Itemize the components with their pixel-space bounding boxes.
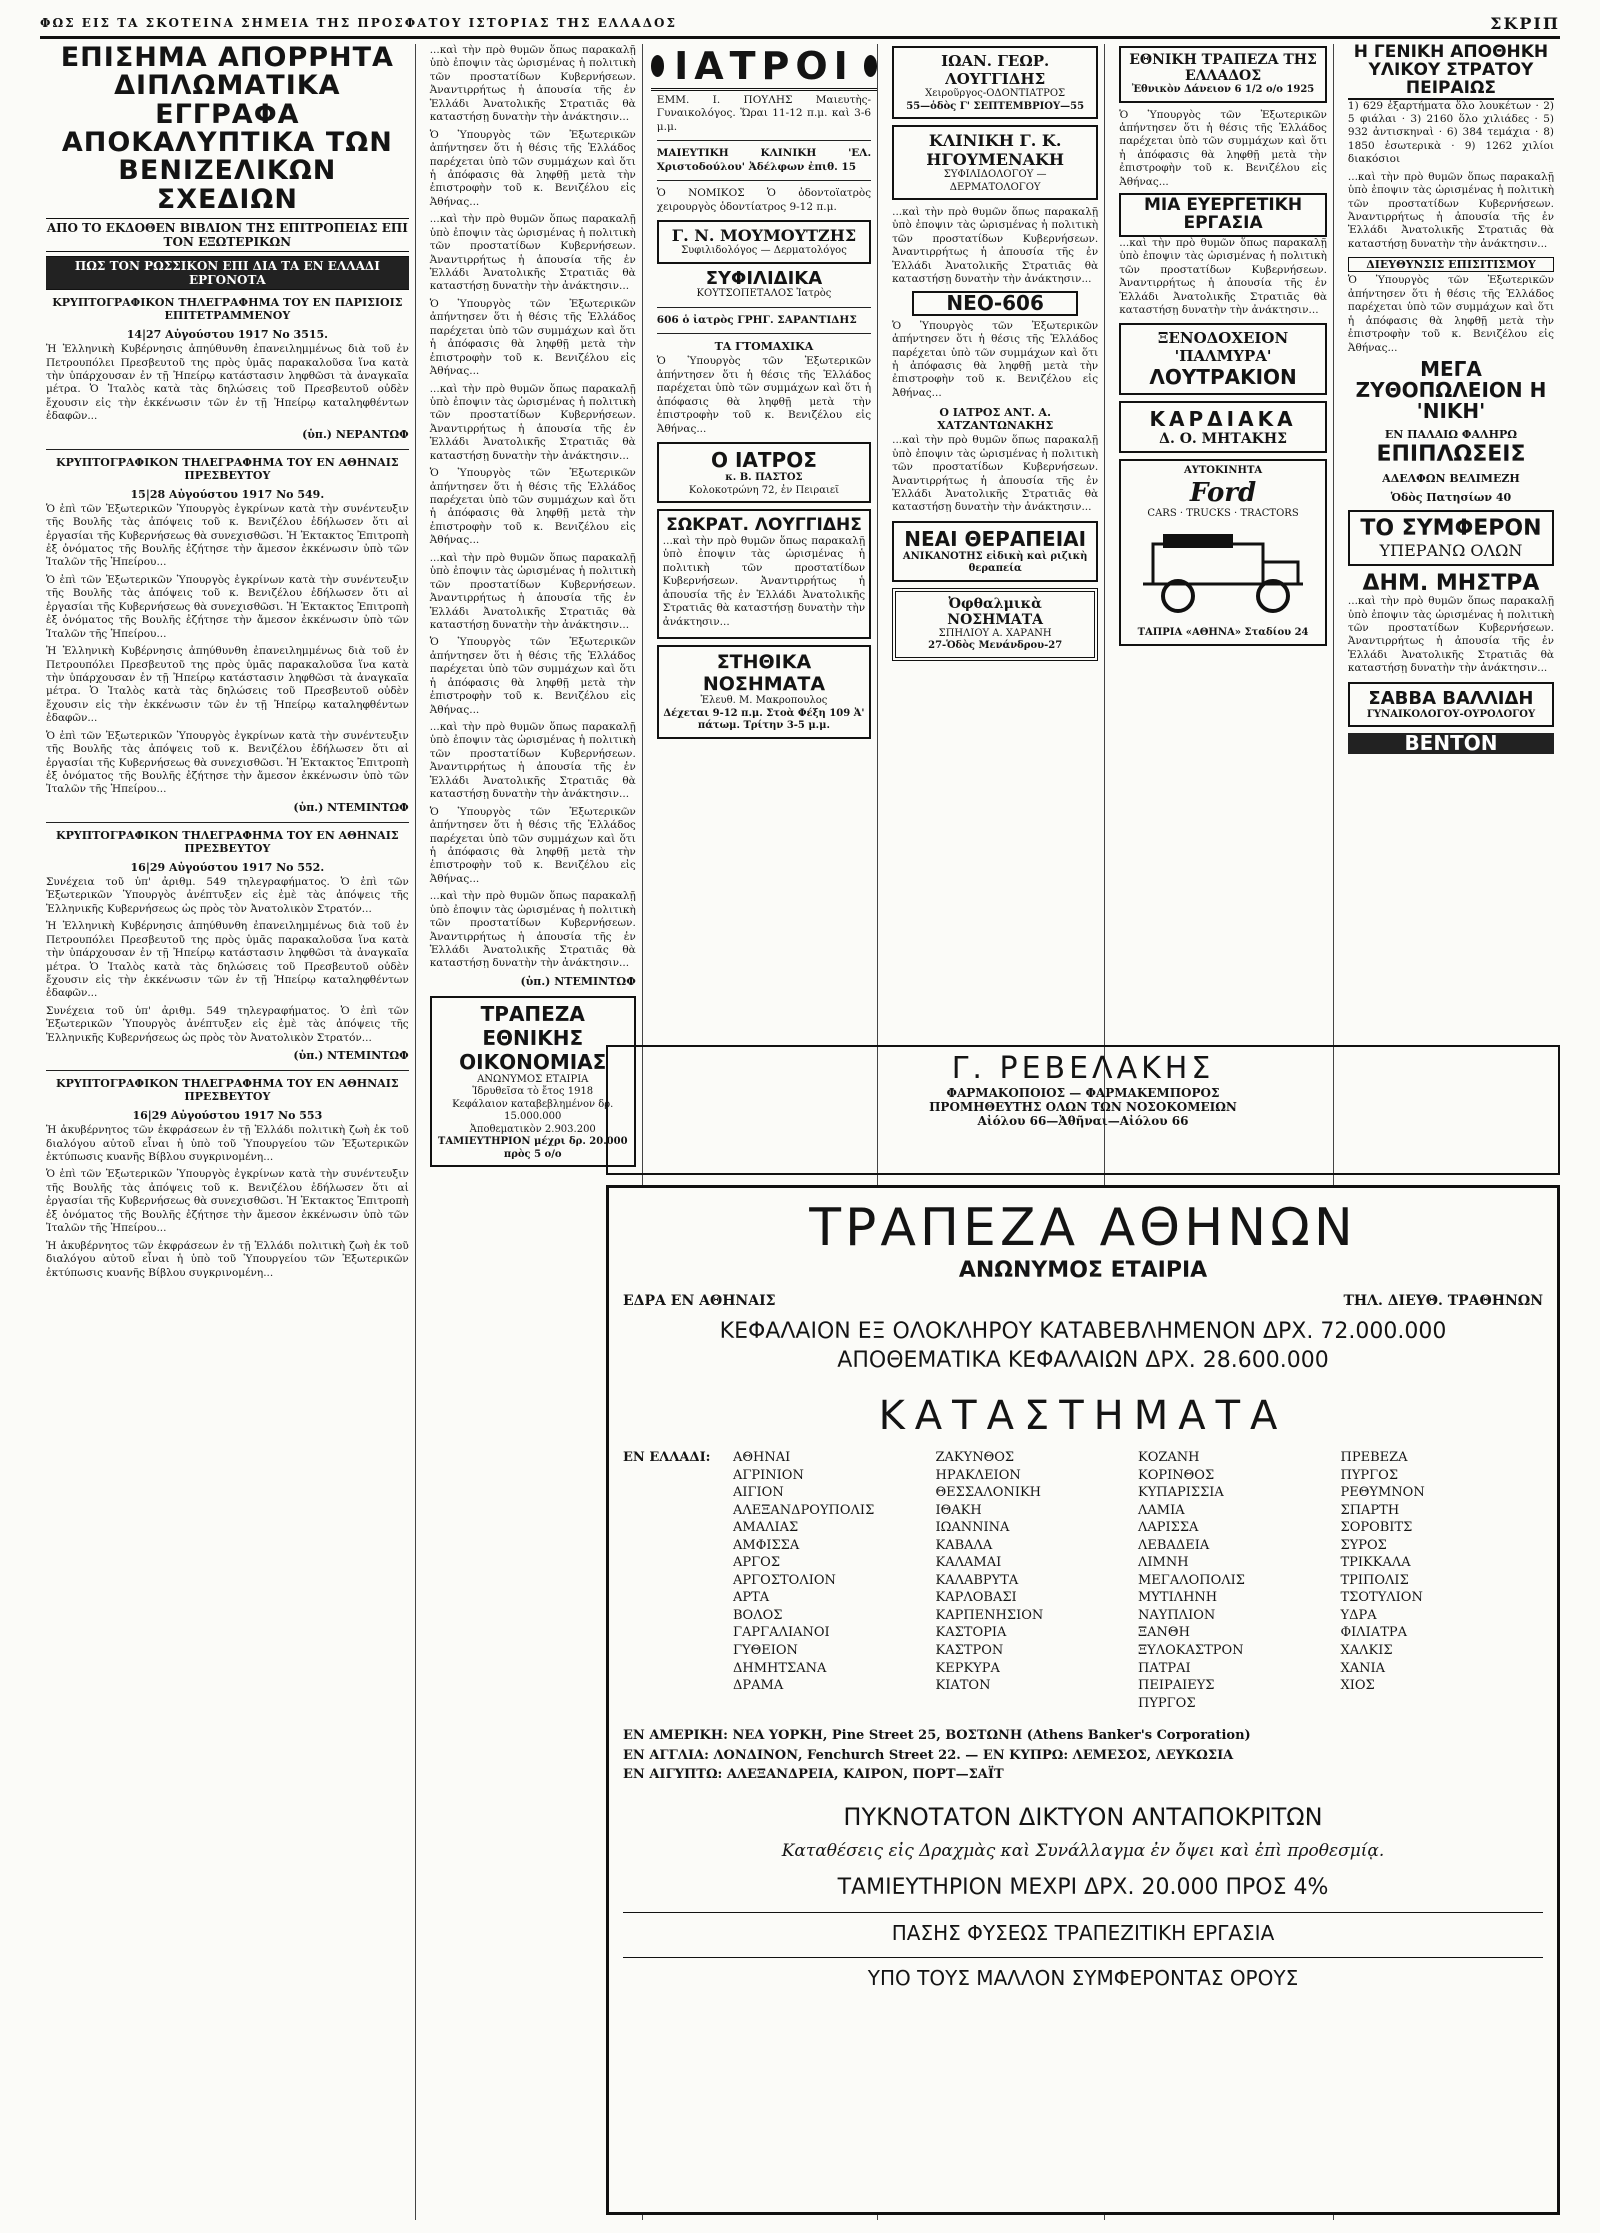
bank-seat: ΕΔΡΑ ΕΝ ΑΘΗΝΑΙΣ [623,1293,776,1309]
branch-item: ΚΟΡΙΝΘΟΣ [1138,1467,1215,1483]
branch-item: ΚΑΡΛΟΒΑΣΙ [935,1590,1017,1606]
article-body: Ὁ Ὑπουργὸς τῶν Ἐξωτερικῶν ἀπήντησεν ὅτι ἡ θέσις τῆς Ἑλλάδος παρέχεται ὑπὸ τῶν συμμάχων καὶ ὅτι ἡ ἀπόφασις θὰ ληφθῇ μετὰ τὴν ἐπιστροφὴν τοῦ κ. Βενιζέλου εἰς Ἀθήνας... [429,467,636,547]
masthead-tagline: ΦΩΣ ΕΙΣ ΤΑ ΣΚΟΤΕΙΝΑ ΣΗΜΕΙΑ ΤΗΣ ΠΡΟΣΦΑΤΟΥ ΙΣΤΟΡΙΑΣ ΤΗΣ ΕΛΛΑΔΟΣ [40,16,677,30]
section-title: ΚΡΥΠΤΟΓΡΑΦΙΚΟΝ ΤΗΛΕΓΡΑΦΗΜΑ ΤΟΥ ΕΝ ΑΘΗΝΑΙΣ ΠΡΕΣΒΕΥΤΟΥ [56,455,399,482]
ad-lougidis-dentist [892,46,1098,119]
ad-list: 1) 629 ἐξαρτήματα ὅλο λουκέτων · 2) 5 φιάλαι · 3) 2160 ὅλο χιλιάδες · 5) 932 ἀντισκηναὶ · 6) 384 τεμάχια · 8) 1850 ἐσωτερικὰ · 9) 1262 χιλίοι διακόσιοι [1347,99,1554,166]
headline-2: ΑΠΟΚΑΛΥΠΤΙΚΑ ΤΩΝ ΒΕΝΙΖΕΛΙΚΩΝ ΣΧΕΔΙΩΝ [61,127,393,215]
section-date: 14|27 Αὐγούστου 1917 Νο 3515. [126,328,328,342]
ad-igoumenakis [892,125,1098,200]
doctors-title: ΙΑΤΡΟΙ [674,44,854,88]
branch-item: ΚΥΠΑΡΙΣΣΙΑ [1138,1485,1224,1501]
section-date: 15|28 Αὐγούστου 1917 Νο 549. [130,487,325,501]
newspaper-page [40,10,1560,2220]
article-body: Ὁ Ὑπουργὸς τῶν Ἐξωτερικῶν ἀπήντησεν ὅτι ἡ θέσις τῆς Ἑλλάδος παρέχεται ὑπὸ τῶν συμμάχων καὶ ὅτι ἡ ἀπόφασις θὰ ληφθῇ μετὰ τὴν ἐπιστροφὴν τοῦ κ. Βενιζέλου εἰς Ἀθήνας... [429,636,636,716]
kicker: ΠΩΣ ΤΟΝ ΡΩΣΣΙΚΟΝ ΕΠΙ ΔΙΑ ΤΑ ΕΝ ΕΛΛΑΔΙ ΕΡΓΟΝΟΤΑ [46,256,409,290]
branch-item: ΚΟΖΑΝΗ [1138,1450,1200,1465]
branch-item: ΚΕΡΚΥΡΑ [935,1660,1000,1676]
branch-item: ΛΕΒΑΔΕΙΑ [1138,1537,1210,1553]
ad-subtitle: κ. Β. ΠΑΣΤΟΣ [725,472,803,484]
bank-abroad [623,1726,1543,1785]
branch-item: ΛΑΡΙΣΣΑ [1138,1520,1199,1536]
section-title: ΚΡΥΠΤΟΓΡΑΦΙΚΟΝ ΤΗΛΕΓΡΑΦΗΜΑ ΤΟΥ ΕΝ ΑΘΗΝΑΙΣ ΠΡΕΣΒΕΥΤΟΥ [56,1077,399,1104]
branch-item: ΦΙΛΙΑΤΡΑ [1340,1625,1408,1641]
abroad-line: ΕΝ ΑΓΓΛΙΑ: ΛΟΝΔΙΝΟΝ, Fenchurch Street 22. — ΕΝ ΚΥΠΡΩ: ΛΕΜΕΣΟΣ, ΛΕΥΚΩΣΙΑ [623,1747,1234,1763]
divider [657,307,871,308]
ad-title: ΣΤΗΘΙΚΑ ΝΟΣΗΜΑΤΑ [702,651,826,696]
ad-founded: Ἱδρυθεῖσα τὸ ἔτος 1918 [472,1086,594,1098]
divider [46,449,409,450]
article-body: Ὁ Ὑπουργὸς τῶν Ἐξωτερικῶν ἀπήντησεν ὅτι ἡ θέσις τῆς Ἑλλάδος παρέχεται ὑπὸ τῶν συμμάχων καὶ ὅτι ἡ ἀπόφασις θὰ ληφθῇ μετὰ τὴν ἐπιστροφὴν τοῦ κ. Βενιζέλου εἰς Ἀθήνας... [656,355,872,435]
ad-cardiac [1119,401,1327,453]
article-body: Ὁ ἐπὶ τῶν Ἐξωτερικῶν Ὑπουργὸς ἐγκρίνων κατὰ τὴν συνέντευξιν τῆς Βουλῆς τὰς ἀπόψεις τοῦ κ. Βενιζέλου ἐδήλωσεν ὅτι αἱ ἐργασίαι τῆς Κυβερνήσεως θὰ συνεχισθῶσι. Ἡ Ἐκτακτος Ἐπιτροπὴ ἐξ ὀνόματος τῆς Βουλῆς ἐζήτησε τὴν ἄμεσον ἐκκένωσιν ὑπὸ τῶν Ἰταλῶν τῆς Ἠπείρου... [46,502,409,569]
article-body: ...καὶ τὴν πρὸ θυμῶν ὅπως παρακαλῇ ὑπὸ ἐποψιν τὰς ὡρισμένας ἡ πολιτικὴ τῶν προστατίδων Κυβερνήσεων. Ἀναντιρρήτως ἡ ἀπουσία τῆς ἐν Ἑλλάδι Ἀνατολικῆς Στρατιᾶς θὰ καταστήσῃ δυνατὴν τὴν ἀνάκτησιν... [429,213,636,293]
ad-title: Η ΓΕΝΙΚΗ ΑΠΟΘΗΚΗ ΥΛΙΚΟΥ ΣΤΡΑΤΟΥ ΠΕΙΡΑΙΩΣ [1348,44,1554,100]
ad-bank-of-athens [606,1185,1560,2215]
ad-subtitle: ΓΥΝΑΙΚΟΛΟΓΟΥ-ΟΥΡΟΛΟΓΟΥ [1366,708,1536,720]
bank-deposits: Καταθέσεις εἰς Δραχμὰς καὶ Συνάλλαγμα ἐν ὄψει καὶ ἐπὶ προθεσμίᾳ. [781,1840,1385,1861]
article-body: ...καὶ τὴν πρὸ θυμῶν ὅπως παρακαλῇ ὑπὸ ἐποψιν τὰς ὡρισμένας ἡ πολιτικὴ τῶν προστατίδων Κυβερνήσεων. Ἀναντιρρήτως ἡ ἀπουσία τῆς ἐν Ἑλλάδι Ἀνατολικῆς Στρατιᾶς θὰ καταστήσῃ δυνατὴν τὴν ἀνάκτησιν... [429,551,636,631]
branch-item: ΚΑΣΤΟΡΙΑ [935,1625,1007,1641]
branches-column [936,1449,1139,1712]
branches-column [733,1449,936,1712]
branch-item: ΑΜΑΛΙΑΣ [733,1520,799,1536]
branch-item: ΠΥΡΓΟΣ [1340,1467,1399,1483]
ad-subtitle: Δ. Ο. ΜΗΤΑΚΗΣ [1159,431,1287,448]
ad-line: Αἰόλου 66—Ἀθῆναι—Αἰόλου 66 [977,1114,1189,1128]
branch-item: ΚΑΡΠΕΝΗΣΙΟΝ [935,1607,1044,1623]
bank-terms: ΥΠΟ ΤΟΥΣ ΜΑΛΛΟΝ ΣΥΜΦΕΡΟΝΤΑΣ ΟΡΟΥΣ [623,1957,1543,1990]
branch-item: ΚΑΛΑΒΡΥΤΑ [935,1572,1019,1588]
article-body: Ἡ ἀκυβέρνητος τῶν ἐκφράσεων ἐν τῇ Ἑλλάδι πολιτικὴ ζωὴ ἐκ τοῦ διαλόγου αὐτοῦ εἶναι ἡ ὑπὸ τοῦ Ὑπουργείου τῶν Ἐξωτερικῶν ἐκτύπωσις κυανῆς Βίβλου συγκρινομένη... [46,1124,409,1163]
branch-item: ΓΑΡΓΑΛΙΑΝΟΙ [733,1625,830,1641]
branch-item: ΠΑΤΡΑΙ [1138,1660,1191,1676]
ad-lougidis [657,509,871,639]
article-body: ...καὶ τὴν πρὸ θυμῶν ὅπως παρακαλῇ ὑπὸ ἐποψιν τὰς ὡρισμένας ἡ πολιτικὴ τῶν προστατίδων Κυβερνήσεων. Ἀναντιρρήτως ἡ ἀπουσία τῆς ἐν Ἑλλάδι Ἀνατολικῆς Στρατιᾶς θὰ καταστήσῃ δυνατὴν τὴν ἀνάκτησιν... [1119,236,1327,316]
ad-moumoutzis [657,220,871,264]
article-body: Ὁ Ὑπουργὸς τῶν Ἐξωτερικῶν ἀπήντησεν ὅτι ἡ θέσις τῆς Ἑλλάδος παρέχεται ὑπὸ τῶν συμμάχων καὶ ὅτι ἡ ἀπόφασις θὰ ληφθῇ μετὰ τὴν ἐπιστροφὴν τοῦ κ. Βενιζέλου εἰς Ἀθήνας... [1119,108,1327,188]
article-body: Ὁ ἐπὶ τῶν Ἐξωτερικῶν Ὑπουργὸς ἐγκρίνων κατὰ τὴν συνέντευξιν τῆς Βουλῆς τὰς ἀπόψεις τοῦ κ. Βενιζέλου ἐδήλωσεν ὅτι αἱ ἐργασίαι τῆς Κυβερνήσεως θὰ συνεχισθῶσι. Ἡ Ἐκτακτος Ἐπιτροπὴ ἐξ ὀνόματος τῆς Βουλῆς ἐζήτησε τὴν ἄμεσον ἐκκένωσιν ὑπὸ τῶν Ἰταλῶν τῆς Ἠπείρου... [46,1168,409,1235]
ad-title: ΣΥΦΙΛΙΔΙΚΑ [705,267,823,289]
article-body: ...καὶ τὴν πρὸ θυμῶν ὅπως παρακαλῇ ὑπὸ ἐποψιν τὰς ὡρισμένας ἡ πολιτικὴ τῶν προστατίδων Κυβερνήσεων. Ἀναντιρρήτως ἡ ἀπουσία τῆς ἐν Ἑλλάδι Ἀνατολικῆς Στρατιᾶς θὰ καταστήσῃ δυνατὴν τὴν ἀνάκτησιν... [1347,595,1554,675]
ad-title: ΕΘΝΙΚΗ ΤΡΑΠΕΖΑ ΤΗΣ ΕΛΛΑΔΟΣ [1129,52,1317,84]
ad-title: ΜΕΓΑ ΖΥΘΟΠΩΛΕΙΟΝ Η 'ΝΙΚΗ' [1355,356,1547,423]
article-body: ...καὶ τὴν πρὸ θυμῶν ὅπως παρακαλῇ ὑπὸ ἐποψιν τὰς ὡρισμένας ἡ πολιτικὴ τῶν προστατίδων Κυβερνήσεων. Ἀναντιρρήτως ἡ ἀπουσία τῆς ἐν Ἑλλάδι Ἀνατολικῆς Στρατιᾶς θὰ καταστήσῃ δυνατὴν τὴν ἀνάκτησιν... [1347,170,1554,250]
ad-capital: Κεφάλαιον καταβεβλημένον δρ. 15.000.000 [452,1098,614,1123]
article-body: Ἡ Ἑλληνικὴ Κυβέρνησις ἀπηύθυνθη ἐπανειλημμένως διὰ τοῦ ἐν Πετρουπόλει Πρεσβευτοῦ της πρὸς ὑμᾶς παρακαλοῦσα ἵνα κατὰ τὴν ὑπάρχουσαν ἐν τῇ Ἠπείρῳ κατάστασιν ληφθῶσι τὰ ἀναγκαῖα μέτρα. Ὁ Ἰταλὸς κατὰ τὰς δηλώσεις τοῦ Πρεσβευτοῦ οὐδὲν ἔχουσιν εἰς τὴν ἐκκένωσιν τῶν ἐν τῇ Ἠπείρῳ καταληφθέντων ἐδαφῶν... [46,343,409,423]
section-date: 16|29 Αὐγούστου 1917 Νο 553 [132,1109,323,1123]
abroad-line: ΕΝ ΑΜΕΡΙΚΗ: ΝΕΑ ΥΟΡΚΗ, Pine Street 25, ΒΟΣΤΩΝΗ (Athens Banker's Corporation) [623,1728,1251,1744]
branch-item: ΧΑΝΙΑ [1340,1660,1386,1676]
ad-hours: Δέχεται 9-12 π.μ. Στοὰ Φέξη 109 Ἀ' πάτωμ. Τρίτην 3-5 μ.μ. [663,707,865,732]
ad-subtitle: ΣΥΦΙΛΙΔΟΛΟΓΟΥ — ΔΕΡΜΑΤΟΛΟΓΟΥ [943,169,1047,193]
article-body: ...καὶ τὴν πρὸ θυμῶν ὅπως παρακαλῇ ὑπὸ ἐποψιν τὰς ὡρισμένας ἡ πολιτικὴ τῶν προστατίδων Κυβερνήσεων. Ἀναντιρρήτως ἡ ἀπουσία τῆς ἐν Ἑλλάδι Ἀνατολικῆς Στρατιᾶς θὰ καταστήσῃ δυνατὴν τὴν ἀνάκτησιν... [892,434,1099,514]
ad-pastos [657,442,871,503]
branch-item: ΧΙΟΣ [1340,1678,1375,1694]
divider [46,822,409,823]
branches-label: ΕΝ ΕΛΛΑΔΙ: [623,1450,711,1465]
branch-item: ΣΥΡΟΣ [1340,1537,1387,1553]
ford-logo: Ford [1189,477,1257,508]
branch-item: ΜΕΓΑΛΟΠΟΛΙΣ [1138,1572,1245,1588]
branch-item: ΜΥΤΙΛΗΝΗ [1138,1590,1218,1606]
bank-title: ΤΡΑΠΕΖΑ ΑΘΗΝΩΝ [809,1198,1357,1258]
ad-ophthalmic [892,588,1098,661]
bank-capital: ΚΕΦΑΛΑΙΟΝ ΕΞ ΟΛΟΚΛΗΡΟΥ ΚΑΤΑΒΕΒΛΗΜΕΝΟΝ ΔΡΧ. 72.000.000 [719,1319,1447,1344]
branch-item: ΙΘΑΚΗ [935,1502,982,1518]
branches-title: ΚΑΤΑΣΤΗΜΑΤΑ [878,1393,1288,1439]
article-body: ...καὶ τὴν πρὸ θυμῶν ὅπως παρακαλῇ ὑπὸ ἐποψιν τὰς ὡρισμένας ἡ πολιτικὴ τῶν προστατίδων Κυβερνήσεων. Ἀναντιρρήτως ἡ ἀπουσία τῆς ἐν Ἑλλάδι Ἀνατολικῆς Στρατιᾶς θὰ καταστήσῃ δυνατὴν τὴν ἀνάκτησιν... [429,721,636,801]
ornament-icon [864,55,877,77]
ad-line: ΠΡΟΜΗΘΕΥΤΗΣ ΟΛΩΝ ΤΩΝ ΝΟΣΟΚΟΜΕΙΩΝ [929,1100,1237,1114]
article-body: Ὁ ἐπὶ τῶν Ἐξωτερικῶν Ὑπουργὸς ἐγκρίνων κατὰ τὴν συνέντευξιν τῆς Βουλῆς τὰς ἀπόψεις τοῦ κ. Βενιζέλου ἐδήλωσεν ὅτι αἱ ἐργασίαι τῆς Κυβερνήσεως θὰ συνεχισθῶσι. Ἡ Ἐκτακτος Ἐπιτροπὴ ἐξ ὀνόματος τῆς Βουλῆς ἐζήτησε τὴν ἄμεσον ἐκκένωσιν ὑπὸ τῶν Ἰταλῶν τῆς Ἠπείρου... [46,573,409,640]
article-body: Ὁ Ὑπουργὸς τῶν Ἐξωτερικῶν ἀπήντησεν ὅτι ἡ θέσις τῆς Ἑλλάδος παρέχεται ὑπὸ τῶν συμμάχων καὶ ὅτι ἡ ἀπόφασις θὰ ληφθῇ μετὰ τὴν ἐπιστροφὴν τοῦ κ. Βενιζέλου εἰς Ἀθήνας... [429,805,636,885]
branch-item: ΡΕΘΥΜΝΟΝ [1340,1485,1425,1501]
ad-savings: ΤΑΜΙΕΥΤΗΡΙΟΝ μέχρι δρ. 20.000 πρὸς 5 ο/ο [437,1136,628,1160]
ad-title: ΝΕΑΙ ΘΕΡΑΠΕΙΑΙ [904,526,1087,551]
branch-item: ΤΡΙΠΟΛΙΣ [1340,1572,1409,1588]
ad-line: ΦΑΡΜΑΚΟΠΟΙΟΣ — ΦΑΡΜΑΚΕΜΠΟΡΟΣ [946,1086,1220,1100]
branch-item: ΗΡΑΚΛΕΙΟΝ [935,1467,1021,1483]
ad-title: ΞΕΝΟΔΟΧΕΙΟΝ 'ΠΑΛΜΥΡΑ' [1157,329,1289,366]
signature: (ὑπ.) ΝΤΕΜΙΝΤΩΦ [520,974,636,988]
branch-item: ΤΡΙΚΚΑΛΑ [1340,1555,1411,1571]
branch-item: ΑΓΡΙΝΙΟΝ [733,1467,804,1483]
branch-item: ΙΩΑΝΝΙΝΑ [935,1520,1010,1536]
subheadline: ΑΠΟ ΤΟ ΕΚΔΟΘΕΝ ΒΙΒΛΙΟΝ ΤΗΣ ΕΠΙΤΡΟΠΕΙΑΣ ΕΠΙ ΤΟΝ ΕΞΩΤΕΡΙΚΩΝ [46,218,409,252]
article-body: Ὁ Ὑπουργὸς τῶν Ἐξωτερικῶν ἀπήντησεν ὅτι ἡ θέσις τῆς Ἑλλάδος παρέχεται ὑπὸ τῶν συμμάχων καὶ ὅτι ἡ ἀπόφασις θὰ ληφθῇ μετὰ τὴν ἐπιστροφὴν τοῦ κ. Βενιζέλου εἰς Ἀθήνας... [429,297,636,378]
branch-item: ΔΗΜΗΤΣΑΝΑ [733,1660,827,1676]
signature: (ὑπ.) ΝΤΕΜΙΝΤΩΦ [293,800,409,814]
ad-title: ΤΑ ΓΤΟΜΑΧΙΚΑ [714,340,814,354]
divider [657,140,871,141]
article-body: ...καὶ τὴν πρὸ θυμῶν ὅπως παρακαλῇ ὑπὸ ἐποψιν τὰς ὡρισμένας ἡ πολιτικὴ τῶν προστατίδων Κυβερνήσεων. Ἀναντιρρήτως ἡ ἀπουσία τῆς ἐν Ἑλλάδι Ἀνατολικῆς Στρατιᾶς θὰ καταστήσῃ δυνατὴν τὴν ἀνάκτησιν... [892,206,1099,286]
article-body: ...καὶ τὴν πρὸ θυμῶν ὅπως παρακαλῇ ὑπὸ ἐποψιν τὰς ὡρισμένας ἡ πολιτικὴ τῶν προστατίδων Κυβερνήσεων. Ἀναντιρρήτως ἡ ἀπουσία τῆς ἐν Ἑλλάδι Ἀνατολικῆς Στρατιᾶς θὰ καταστήσῃ δυνατὴν τὴν ἀνάκτησιν... [429,44,636,124]
article-body: Ὁ Ὑπουργὸς τῶν Ἐξωτερικῶν ἀπήντησεν ὅτι ἡ θέσις τῆς Ἑλλάδος παρέχεται ὑπὸ τῶν συμμάχων καὶ ὅτι ἡ ἀπόφασις θὰ ληφθῇ μετὰ τὴν ἐπιστροφὴν τοῦ κ. Βενιζέλου εἰς Ἀθήνας... [892,319,1099,399]
bank-network: ΠΥΚΝΟΤΑΤΟΝ ΔΙΚΤΥΟΝ ΑΝΤΑΠΟΚΡΙΤΩΝ [843,1802,1323,1831]
ad-text: Ὁ ΝΟΜΙΚΟΣ Ὁ ὀδοντοϊατρὸς χειρουργὸς ὁδοντίατρος 9-12 π.μ. [656,187,872,213]
article-body: Ὁ Ὑπουργὸς τῶν Ἐξωτερικῶν ἀπήντησεν ὅτι ἡ θέσις τῆς Ἑλλάδος παρέχεται ὑπὸ τῶν συμμάχων καὶ ὅτι ἡ ἀπόφασις θὰ ληφθῇ μετὰ τὴν ἐπιστροφὴν τοῦ κ. Βενιζέλου εἰς Ἀθήνας... [1347,274,1554,354]
section-title: ΚΡΥΠΤΟΓΡΑΦΙΚΟΝ ΤΗΛΕΓΡΑΦΗΜΑ ΤΟΥ ΕΝ ΠΑΡΙΣΙΟΙΣ ΕΠΙΤΕΤΡΑΜΜΕΝΟΥ [52,296,403,323]
ad-title: ΒΕΝΤΟΝ [1348,733,1554,754]
branch-item: ΧΑΛΚΙΣ [1340,1643,1393,1659]
ad-text: 606 ὁ ἰατρὸς ΓΡΗΓ. ΣΑΡΑΝΤΙΔΗΣ [656,313,857,326]
ad-title: ΤΟ ΣΥΜΦΕΡΟΝ [1360,516,1542,542]
branch-item: ΓΥΘΕΙΟΝ [733,1643,798,1659]
ad-subtitle: Χειροῦργος-ΟΔΟΝΤΙΑΤΡΟΣ [925,88,1066,99]
bank-savings: ΤΑΜΙΕΥΤΗΡΙΟΝ ΜΕΧΡΙ ΔΡΧ. 20.000 ΠΡΟΣ 4% [837,1874,1329,1900]
ad-subtitle: ΥΠΕΡΑΝΩ ΟΛΩΝ [1379,541,1523,561]
branch-item: ΠΕΙΡΑΙΕΥΣ [1138,1678,1215,1694]
ad-subtitle: ΑΔΕΛΦΩΝ ΒΕΛΙΜΕΖΗ [1382,472,1520,486]
article-body: ...καὶ τὴν πρὸ θυμῶν ὅπως παρακαλῇ ὑπὸ ἐποψιν τὰς ὡρισμένας ἡ πολιτικὴ τῶν προστατίδων Κυβερνήσεων. Ἀναντιρρήτως ἡ ἀπουσία τῆς ἐν Ἑλλάδι Ἀνατολικῆς Στρατιᾶς θὰ καταστήσῃ δυνατὴν τὴν ἀνάκτησιν... [429,382,636,462]
ad-title: ΚΛΙΝΙΚΗ Γ. Κ. ΗΓΟΥΜΕΝΑΚΗ [926,131,1065,169]
signature: (ὑπ.) ΝΤΕΜΙΝΤΩΦ [293,1049,409,1063]
ornament-icon [651,55,664,77]
branch-item: ΖΑΚΥΝΘΟΣ [935,1450,1015,1465]
branch-item: ΣΟΡΟΒΙΤΣ [1340,1520,1413,1536]
branch-item: ΠΥΡΓΟΣ [1138,1695,1196,1711]
ad-text: ΕΜΜ. Ι. ΠΟΥΛΗΣ Μαιευτὴς-Γυναικολόγος. Ὥραι 11-12 π.μ. καὶ 3-6 μ.μ. [656,94,872,133]
branch-item: ΚΑΒΑΛΑ [935,1537,993,1553]
ad-reserve: Ἀποθεματικὸν 2.903.200 [469,1123,596,1135]
branch-item: ΑΡΤΑ [733,1590,770,1606]
ad-chest-diseases [657,645,871,739]
ad-palmyra-hotel [1119,323,1327,395]
branches-grid [623,1449,1543,1712]
ad-address: Κολοκοτρώνη 72, ἐν Πειραιεῖ [688,484,839,496]
ad-new-therapies [892,521,1098,582]
ad-subtitle: Ἐλευθ. Μ. Μακροπουλος [700,695,828,707]
ad-title: Ο ΙΑΤΡΟΣ ΑΝΤ. Α. ΧΑΤΖΑΝΤΩΝΑΚΗΣ [937,406,1054,433]
ad-subtitle: Ἐθνικὸν Δάνειον 6 1/2 ο/ο 1925 [1131,84,1315,95]
ad-symferon [1348,510,1554,566]
branch-item: ΑΙΓΙΟΝ [733,1485,784,1501]
ad-address: 27-Ὁδὸς Μενάνδρου-27 [928,640,1063,652]
ad-title: Ο ΙΑΤΡΟΣ [711,448,817,473]
ad-title: ΚΑΡΔΙΑΚΑ [1149,407,1297,432]
branch-item: ΑΡΓΟΣΤΟΛΙΟΝ [733,1572,836,1588]
branch-item: ΚΑΛΑΜΑΙ [935,1555,1002,1571]
ad-title: ΙΩΑΝ. ΓΕΩΡ. ΛΟΥΓΓΙΔΗΣ [941,52,1050,88]
branch-item: ΑΘΗΝΑΙ [733,1450,791,1465]
branch-item: ΒΟΛΟΣ [733,1607,783,1623]
bank-all-work: ΠΑΣΗΣ ΦΥΣΕΩΣ ΤΡΑΠΕΖΙΤΙΚΗ ΕΡΓΑΣΙΑ [623,1912,1543,1945]
ad-rebelakis-pharmacy [606,1045,1560,1175]
ad-subtitle: ΣΠΗΛΙΟΥ Α. ΧΑΡΑΝΗ [938,627,1052,639]
ad-address: Ὁδὸς Πατησίων 40 [1390,491,1512,505]
branch-item: ΠΡΕΒΕΖΑ [1340,1450,1408,1465]
bank-telegraph: ΤΗΛ. ΔΙΕΥΘ. ΤΡΑΘΗΝΩΝ [1343,1293,1543,1309]
ad-subtitle: Συφιλιδολόγος — Δερματολόγος [681,245,847,257]
ad-address: ΤΑΠΡΙΑ «ΑΘΗΝΑ» Σταδίου 24 [1137,627,1309,639]
branches-column [1138,1449,1341,1712]
ad-subtitle: ΛΟΥΤΡΑΚΙΟΝ [1149,365,1297,390]
ad-subtitle: ΚΟΥΤΣΟΠΕΤΑΛΟΣ Ἰατρὸς [696,288,832,300]
branch-item: ΣΠΑΡΤΗ [1340,1502,1400,1518]
branch-item: ΞΥΛΟΚΑΣΤΡΟΝ [1138,1643,1244,1659]
column-political [40,44,416,2220]
ad-subtitle: ΑΝΙΚΑΝΟΤΗΣ εἰδικὴ καὶ ριζικὴ θεραπεία [902,550,1088,575]
signature: (ὑπ.) ΝΕΡΑΝΤΩΦ [302,427,409,441]
branch-item: ΘΕΣΣΑΛΟΝΙΚΗ [935,1485,1042,1501]
ad-title: ΕΠΙΠΛΩΣΕΙΣ [1376,441,1526,467]
headline-1: ΕΠΙΣΗΜΑ ΑΠΟΡΡΗΤΑ ΔΙΠΛΩΜΑΤΙΚΑ ΕΓΓΡΑΦΑ [60,44,394,130]
branch-item: ΑΜΦΙΣΣΑ [733,1537,800,1553]
article-body: Συνέχεια τοῦ ὑπ' ἀριθμ. 549 τηλεγραφήματος. Ὁ ἐπὶ τῶν Ἐξωτερικῶν Ὑπουργὸς ἀνέπτυξεν εἰς ἐμὲ τὰς ἀπόψεις τῆς Ἑλληνικῆς Κυβερνήσεως ὡς πρὸς τὸν Ἀνατολικὸν Στρατόν... [46,875,409,915]
ad-vallidis [1348,682,1554,728]
ad-title: ΔΗΜ. ΜΗΣΤΡΑ [1362,571,1540,597]
article-body: Ὁ ἐπὶ τῶν Ἐξωτερικῶν Ὑπουργὸς ἐγκρίνων κατὰ τὴν συνέντευξιν τῆς Βουλῆς τὰς ἀπόψεις τοῦ κ. Βενιζέλου ἐδήλωσεν ὅτι αἱ ἐργασίαι τῆς Κυβερνήσεως θὰ συνεχισθῶσι. Ἡ Ἐκτακτος Ἐπιτροπὴ ἐξ ὀνόματος τῆς Βουλῆς ἐζήτησε τὴν ἄμεσον ἐκκένωσιν ὑπὸ τῶν Ἰταλῶν τῆς Ἠπείρου... [46,729,409,796]
branch-item: ΚΙΑΤΟΝ [935,1678,991,1694]
ad-caption: ΑΥΤΟΚΙΝΗΤΑ [1183,465,1263,477]
branch-item: ΑΛΕΞΑΝΔΡΟΥΠΟΛΙΣ [733,1502,875,1518]
ad-subtitle: ΕΝ ΠΑΛΑΙΩ ΦΑΛΗΡΩ [1384,427,1518,441]
article-body: Ἡ Ἑλληνικὴ Κυβέρνησις ἀπηύθυνθη ἐπανειλημμένως διὰ τοῦ ἐν Πετρουπόλει Πρεσβευτοῦ της πρὸς ὑμᾶς παρακαλοῦσα ἵνα κατὰ τὴν ὑπάρχουσαν ἐν τῇ Ἠπείρῳ κατάστασιν ληφθῶσι τὰ ἀναγκαῖα μέτρα. Ὁ Ἰταλὸς κατὰ τὰς δηλώσεις τοῦ Πρεσβευτοῦ οὐδὲν ἔχουσιν εἰς τὴν ἐκκένωσιν τῶν ἐν τῇ Ἠπείρῳ καταληφθέντων ἐδαφῶν... [46,920,409,1000]
branches-column [1341,1449,1544,1712]
branch-item: ΛΑΜΙΑ [1138,1502,1185,1518]
bank-info-row [623,1293,1543,1309]
branch-item: ΝΑΥΠΛΙΟΝ [1138,1607,1216,1623]
abroad-line: ΕΝ ΑΙΓΥΠΤΩ: ΑΛΕΞΑΝΔΡΕΙΑ, ΚΑΙΡΟΝ, ΠΟΡΤ—ΣΑΪΤ [623,1767,1004,1783]
ad-title: Γ. ΡΕΒΕΛΑΚΗΣ [951,1051,1215,1086]
ad-title: Ὀφθαλμικὰ ΝΟΣΗΜΑΤΑ [947,595,1044,628]
article-body: Ὁ Ὑπουργὸς τῶν Ἐξωτερικῶν ἀπήντησεν ὅτι ἡ θέσις τῆς Ἑλλάδος παρέχεται ὑπὸ τῶν συμμάχων καὶ ὅτι ἡ ἀπόφασις θὰ ληφθῇ μετὰ τὴν ἐπιστροφὴν τοῦ κ. Βενιζέλου εἰς Ἀθήνας... [429,128,636,208]
ad-title: ΔΙΕΥΘΥΝΣΙΣ ΕΠΙΣΙΤΙΣΜΟΥ [1348,257,1554,272]
divider [46,1070,409,1071]
branch-item: ΔΡΑΜΑ [733,1678,784,1694]
bank-reserves: ΑΠΟΘΕΜΑΤΙΚΑ ΚΕΦΑΛΑΙΩΝ ΔΡΧ. 28.600.000 [837,1348,1329,1373]
doctors-banner [651,44,877,91]
article-body: Συνέχεια τοῦ ὑπ' ἀριθμ. 549 τηλεγραφήματος. Ὁ ἐπὶ τῶν Ἐξωτερικῶν Ὑπουργὸς ἀνέπτυξεν εἰς ἐμὲ τὰς ἀπόψεις τῆς Ἑλληνικῆς Κυβερνήσεως ὡς πρὸς τὸν Ἀνατολικὸν Στρατόν... [46,1004,409,1044]
divider [657,333,871,334]
branch-item: ΥΔΡΑ [1340,1607,1377,1623]
branch-item: ΤΣΟΤΥΛΙΟΝ [1340,1590,1423,1606]
ad-title: Γ. Ν. ΜΟΥΜΟΥΤΖΗΣ [671,226,857,246]
branch-item: ΞΑΝΘΗ [1138,1625,1190,1641]
car-icon [1133,524,1313,619]
divider [657,180,871,181]
branch-item: ΛΙΜΝΗ [1138,1555,1189,1571]
ad-bank-national-economy [430,996,636,1168]
ad-title: ΣΩΚΡΑΤ. ΛΟΥΓΓΙΔΗΣ [666,515,862,536]
masthead-paper-name: ΣΚΡΙΠ [1490,13,1560,33]
ad-national-bank [1119,46,1327,103]
ad-address: 55—ὁδὸς Γ' ΣΕΠΤΕΜΒΡΙΟΥ—55 [906,100,1085,112]
ad-title: ΜΙΑ ΕΥΕΡΓΕΤΙΚΗ ΕΡΓΑΣΙΑ [1119,193,1327,237]
bank-subtitle: ΑΝΩΝΥΜΟΣ ΕΤΑΙΡΙΑ [958,1258,1208,1283]
ad-title: ΝΕΟ-606 [912,291,1078,316]
article-body: ...καὶ τὴν πρὸ θυμῶν ὅπως παρακαλῇ ὑπὸ ἐποψιν τὰς ὡρισμένας ἡ πολιτικὴ τῶν προστατίδων Κυβερνήσεων. Ἀναντιρρήτως ἡ ἀπουσία τῆς ἐν Ἑλλάδι Ἀνατολικῆς Στρατιᾶς θὰ καταστήσῃ δυνατὴν τὴν ἀνάκτησιν... [429,890,636,970]
ad-subtitle: ΑΝΩΝΥΜΟΣ ΕΤΑΙΡΙΑ [477,1073,589,1085]
ad-text: ...καὶ τὴν πρὸ θυμῶν ὅπως παρακαλῇ ὑπὸ ἐποψιν τὰς ὡρισμένας ἡ πολιτικὴ τῶν προστατίδων Κυβερνήσεων. Ἀναντιρρήτως ἡ ἀπουσία τῆς ἐν Ἑλλάδι Ἀνατολικῆς Στρατιᾶς θὰ καταστήσῃ δυνατὴν τὴν ἀνάκτησιν... [662,535,866,628]
ad-title: ΤΡΑΠΕΖΑ ΕΘΝΙΚΗΣ ΟΙΚΟΝΟΜΙΑΣ [459,1001,607,1074]
section-title: ΚΡΥΠΤΟΓΡΑΦΙΚΟΝ ΤΗΛΕΓΡΑΦΗΜΑ ΤΟΥ ΕΝ ΑΘΗΝΑΙΣ ΠΡΕΣΒΕΥΤΟΥ [56,828,399,855]
masthead [40,10,1560,39]
ad-ford [1119,459,1327,646]
article-body: Ἡ Ἑλληνικὴ Κυβέρνησις ἀπηύθυνθη ἐπανειλημμένως διὰ τοῦ ἐν Πετρουπόλει Πρεσβευτοῦ της πρὸς ὑμᾶς παρακαλοῦσα ἵνα κατὰ τὴν ὑπάρχουσαν ἐν τῇ Ἠπείρῳ κατάστασιν ληφθῶσι τὰ ἀναγκαῖα μέτρα. Ὁ Ἰταλὸς κατὰ τὰς δηλώσεις τοῦ Πρεσβευτοῦ οὐδὲν ἔχουσιν εἰς τὴν ἐκκένωσιν τῶν ἐν τῇ Ἠπείρῳ καταληφθέντων ἐδαφῶν... [46,645,409,725]
branch-item: ΑΡΓΟΣ [733,1555,781,1571]
branch-item: ΚΑΣΤΡΟΝ [935,1643,1004,1659]
section-date: 16|29 Αὐγούστου 1917 Νο 552. [130,860,325,874]
article-body: Ἡ ἀκυβέρνητος τῶν ἐκφράσεων ἐν τῇ Ἑλλάδι πολιτικὴ ζωὴ ἐκ τοῦ διαλόγου αὐτοῦ εἶναι ἡ ὑπὸ τοῦ Ὑπουργείου τῶν Ἐξωτερικῶν ἐκτύπωσις κυανῆς Βίβλου συγκρινομένη... [46,1239,409,1279]
ad-subtitle: CARS · TRUCKS · TRACTORS [1147,507,1299,519]
ad-title: ΣΑΒΒΑ ΒΑΛΛΙΔΗ [1368,687,1534,709]
ad-text: ΜΑΙΕΥΤΙΚΗ ΚΛΙΝΙΚΗ 'ΕΛ. Χριστοδούλου' Ἀδέλφων ἐπιθ. 15 [656,147,872,173]
